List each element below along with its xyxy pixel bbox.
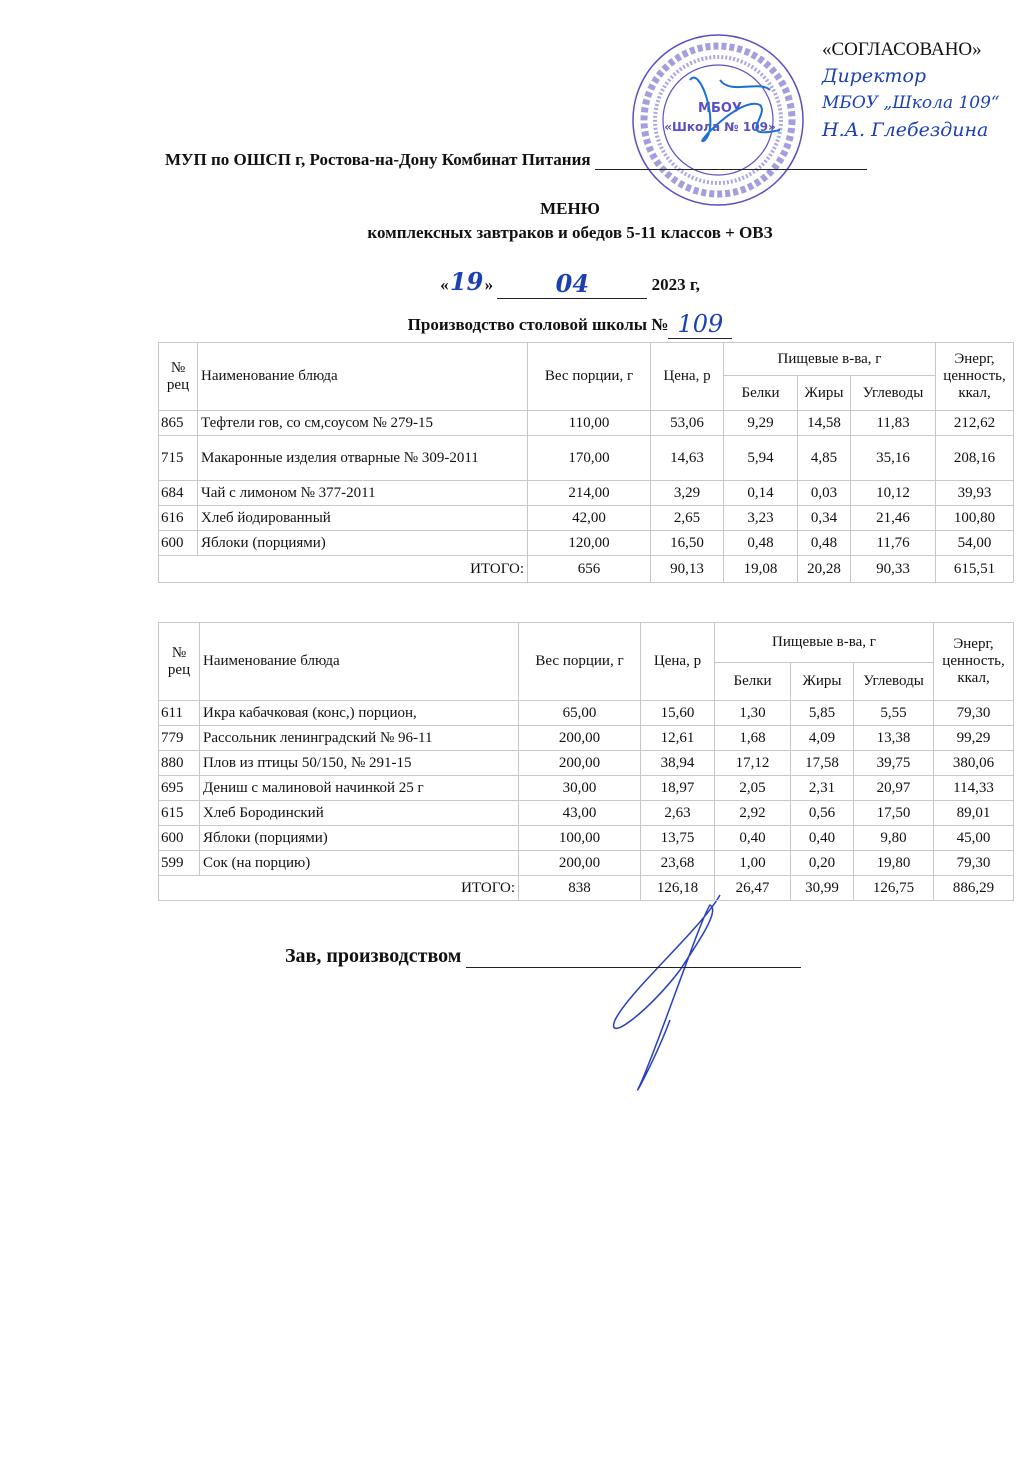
- cell-energy: 45,00: [934, 826, 1014, 851]
- stamp-center-line-2: «Школа № 109»: [664, 120, 776, 134]
- col-name-header: Наименование блюда: [198, 343, 528, 411]
- cell-name: Яблоки (порциями): [198, 531, 528, 556]
- total-protein: 26,47: [715, 876, 791, 901]
- col-carbs-header: Углеводы: [854, 663, 934, 701]
- approval-handwritten-name: Н.А. Глебездина: [822, 119, 989, 141]
- cell-name: Сок (на порцию): [200, 851, 519, 876]
- cell-num: 880: [159, 751, 200, 776]
- cell-carbs: 20,97: [854, 776, 934, 801]
- col-protein-header: Белки: [715, 663, 791, 701]
- breakfast-table: [158, 342, 1014, 583]
- total-weight: 838: [519, 876, 641, 901]
- total-energy: 886,29: [934, 876, 1014, 901]
- cell-fat: 17,58: [791, 751, 854, 776]
- approval-handwritten-position: Директор: [822, 65, 927, 87]
- cell-energy: 39,93: [936, 481, 1014, 506]
- cell-protein: 1,68: [715, 726, 791, 751]
- stamp-outer-lettering-mark: [644, 46, 792, 194]
- cell-energy: 212,62: [936, 411, 1014, 436]
- cell-weight: 200,00: [519, 851, 641, 876]
- cell-protein: 1,00: [715, 851, 791, 876]
- total-label: ИТОГО:: [159, 556, 528, 583]
- cell-carbs: 17,50: [854, 801, 934, 826]
- cell-weight: 30,00: [519, 776, 641, 801]
- cell-protein: 17,12: [715, 751, 791, 776]
- cell-protein: 0,14: [724, 481, 798, 506]
- col-nutrients-header: Пищевые в-ва, г: [724, 343, 936, 376]
- cell-weight: 65,00: [519, 701, 641, 726]
- cell-name: Чай с лимоном № 377-2011: [198, 481, 528, 506]
- cell-name: Плов из птицы 50/150, № 291-15: [200, 751, 519, 776]
- col-nutrients-header: Пищевые в-ва, г: [715, 623, 934, 663]
- table-row: [159, 506, 1014, 531]
- organization-line: [165, 150, 867, 170]
- total-fat: 20,28: [798, 556, 851, 583]
- cell-energy: 100,80: [936, 506, 1014, 531]
- cell-name: Тефтели гов, со см,соусом № 279-15: [198, 411, 528, 436]
- cell-weight: 170,00: [528, 436, 651, 481]
- footer-line: [285, 944, 801, 968]
- col-energy-header: Энерг, ценность, ккал,: [934, 623, 1014, 701]
- table-row: [159, 411, 1014, 436]
- cell-weight: 200,00: [519, 751, 641, 776]
- table-row: [159, 751, 1014, 776]
- cell-price: 15,60: [641, 701, 715, 726]
- table-row: [159, 701, 1014, 726]
- cell-price: 12,61: [641, 726, 715, 751]
- cell-num: 865: [159, 411, 198, 436]
- cell-price: 3,29: [651, 481, 724, 506]
- cell-carbs: 11,83: [851, 411, 936, 436]
- stamp-center-line-1: МБОУ: [698, 101, 742, 116]
- cell-carbs: 21,46: [851, 506, 936, 531]
- cell-num: 600: [159, 531, 198, 556]
- cell-weight: 214,00: [528, 481, 651, 506]
- cell-carbs: 39,75: [854, 751, 934, 776]
- lunch-table: [158, 622, 1014, 901]
- organization-signature-line: [595, 151, 867, 170]
- total-row: [159, 556, 1014, 583]
- col-fat-header: Жиры: [798, 376, 851, 411]
- cell-price: 2,63: [641, 801, 715, 826]
- col-fat-header: Жиры: [791, 663, 854, 701]
- cell-name: Рассольник ленинградский № 96-11: [200, 726, 519, 751]
- cell-price: 14,63: [651, 436, 724, 481]
- cell-weight: 43,00: [519, 801, 641, 826]
- col-weight-header: Вес порции, г: [519, 623, 641, 701]
- cell-name: Дениш с малиновой начинкой 25 г: [200, 776, 519, 801]
- cell-name: Хлеб йодированный: [198, 506, 528, 531]
- cell-protein: 2,05: [715, 776, 791, 801]
- cell-num: 611: [159, 701, 200, 726]
- cell-num: 695: [159, 776, 200, 801]
- cell-fat: 2,31: [791, 776, 854, 801]
- cell-fat: 0,56: [791, 801, 854, 826]
- cell-num: 615: [159, 801, 200, 826]
- cell-fat: 0,34: [798, 506, 851, 531]
- col-num-header: № рец: [159, 343, 198, 411]
- col-carbs-header: Углеводы: [851, 376, 936, 411]
- cell-fat: 4,09: [791, 726, 854, 751]
- table-row: [159, 851, 1014, 876]
- cell-carbs: 19,80: [854, 851, 934, 876]
- cell-name: Икра кабачковая (конс,) порцион,: [200, 701, 519, 726]
- total-price: 126,18: [641, 876, 715, 901]
- total-weight: 656: [528, 556, 651, 583]
- cell-price: 23,68: [641, 851, 715, 876]
- date-month: 04: [497, 270, 647, 299]
- cell-num: 599: [159, 851, 200, 876]
- table-row: [159, 826, 1014, 851]
- cell-protein: 5,94: [724, 436, 798, 481]
- table-row: [159, 481, 1014, 506]
- menu-title: МЕНЮ: [540, 199, 600, 218]
- cell-carbs: 5,55: [854, 701, 934, 726]
- cell-fat: 14,58: [798, 411, 851, 436]
- cell-fat: 4,85: [798, 436, 851, 481]
- cell-price: 2,65: [651, 506, 724, 531]
- school-line: [0, 310, 1024, 339]
- cell-energy: 208,16: [936, 436, 1014, 481]
- cell-energy: 54,00: [936, 531, 1014, 556]
- cell-num: 715: [159, 436, 198, 481]
- cell-weight: 200,00: [519, 726, 641, 751]
- approval-handwritten-school: МБОУ „Школа 109“: [822, 93, 1000, 113]
- cell-protein: 9,29: [724, 411, 798, 436]
- total-carbs: 126,75: [854, 876, 934, 901]
- cell-weight: 120,00: [528, 531, 651, 556]
- total-carbs: 90,33: [851, 556, 936, 583]
- cell-price: 13,75: [641, 826, 715, 851]
- cell-energy: 79,30: [934, 851, 1014, 876]
- col-name-header: Наименование блюда: [200, 623, 519, 701]
- cell-fat: 0,20: [791, 851, 854, 876]
- col-num-header: № рец: [159, 623, 200, 701]
- cell-energy: 99,29: [934, 726, 1014, 751]
- col-price-header: Цена, р: [651, 343, 724, 411]
- cell-carbs: 13,38: [854, 726, 934, 751]
- cell-protein: 0,48: [724, 531, 798, 556]
- total-price: 90,13: [651, 556, 724, 583]
- cell-weight: 42,00: [528, 506, 651, 531]
- cell-energy: 114,33: [934, 776, 1014, 801]
- cell-price: 38,94: [641, 751, 715, 776]
- table-row: [159, 531, 1014, 556]
- date-day: 19: [449, 267, 484, 296]
- cell-num: 616: [159, 506, 198, 531]
- cell-fat: 0,03: [798, 481, 851, 506]
- cell-protein: 0,40: [715, 826, 791, 851]
- cell-name: Хлеб Бородинский: [200, 801, 519, 826]
- cell-name: Яблоки (порциями): [200, 826, 519, 851]
- cell-protein: 1,30: [715, 701, 791, 726]
- production-manager-signature-line: [466, 947, 801, 968]
- table-row: [159, 801, 1014, 826]
- cell-price: 53,06: [651, 411, 724, 436]
- cell-num: 684: [159, 481, 198, 506]
- col-protein-header: Белки: [724, 376, 798, 411]
- total-fat: 30,99: [791, 876, 854, 901]
- cell-weight: 110,00: [528, 411, 651, 436]
- menu-subtitle: комплексных завтраков и обедов 5-11 классов + ОВЗ: [367, 223, 773, 242]
- school-label: Производство столовой школы №: [407, 315, 669, 334]
- cell-price: 16,50: [651, 531, 724, 556]
- cell-weight: 100,00: [519, 826, 641, 851]
- cell-carbs: 35,16: [851, 436, 936, 481]
- cell-num: 779: [159, 726, 200, 751]
- cell-carbs: 9,80: [854, 826, 934, 851]
- cell-num: 600: [159, 826, 200, 851]
- cell-name: Макаронные изделия отварные № 309-2011: [198, 436, 528, 481]
- school-number: 109: [668, 310, 732, 339]
- menu-date: «19» 04 2023 г,: [440, 267, 700, 298]
- cell-energy: 380,06: [934, 751, 1014, 776]
- cell-energy: 79,30: [934, 701, 1014, 726]
- manager-signature: [614, 895, 720, 1090]
- production-manager-label: Зав, производством: [285, 945, 462, 967]
- date-year: 2023 г,: [651, 275, 700, 294]
- cell-price: 18,97: [641, 776, 715, 801]
- total-energy: 615,51: [936, 556, 1014, 583]
- col-price-header: Цена, р: [641, 623, 715, 701]
- stamp-outer-ring: [633, 35, 803, 205]
- cell-carbs: 11,76: [851, 531, 936, 556]
- table-row: [159, 726, 1014, 751]
- cell-fat: 0,40: [791, 826, 854, 851]
- cell-protein: 2,92: [715, 801, 791, 826]
- total-label: ИТОГО:: [159, 876, 519, 901]
- cell-energy: 89,01: [934, 801, 1014, 826]
- table-row: [159, 436, 1014, 481]
- table-row: [159, 776, 1014, 801]
- col-weight-header: Вес порции, г: [528, 343, 651, 411]
- director-signature: [690, 78, 780, 142]
- total-row: [159, 876, 1014, 901]
- total-protein: 19,08: [724, 556, 798, 583]
- cell-fat: 0,48: [798, 531, 851, 556]
- organization-name: МУП по ОШСП г, Ростова-на-Дону Комбинат Питания: [165, 150, 591, 169]
- cell-fat: 5,85: [791, 701, 854, 726]
- cell-carbs: 10,12: [851, 481, 936, 506]
- approval-label: «СОГЛАСОВАНО»: [822, 39, 982, 60]
- col-energy-header: Энерг, ценность, ккал,: [936, 343, 1014, 411]
- cell-protein: 3,23: [724, 506, 798, 531]
